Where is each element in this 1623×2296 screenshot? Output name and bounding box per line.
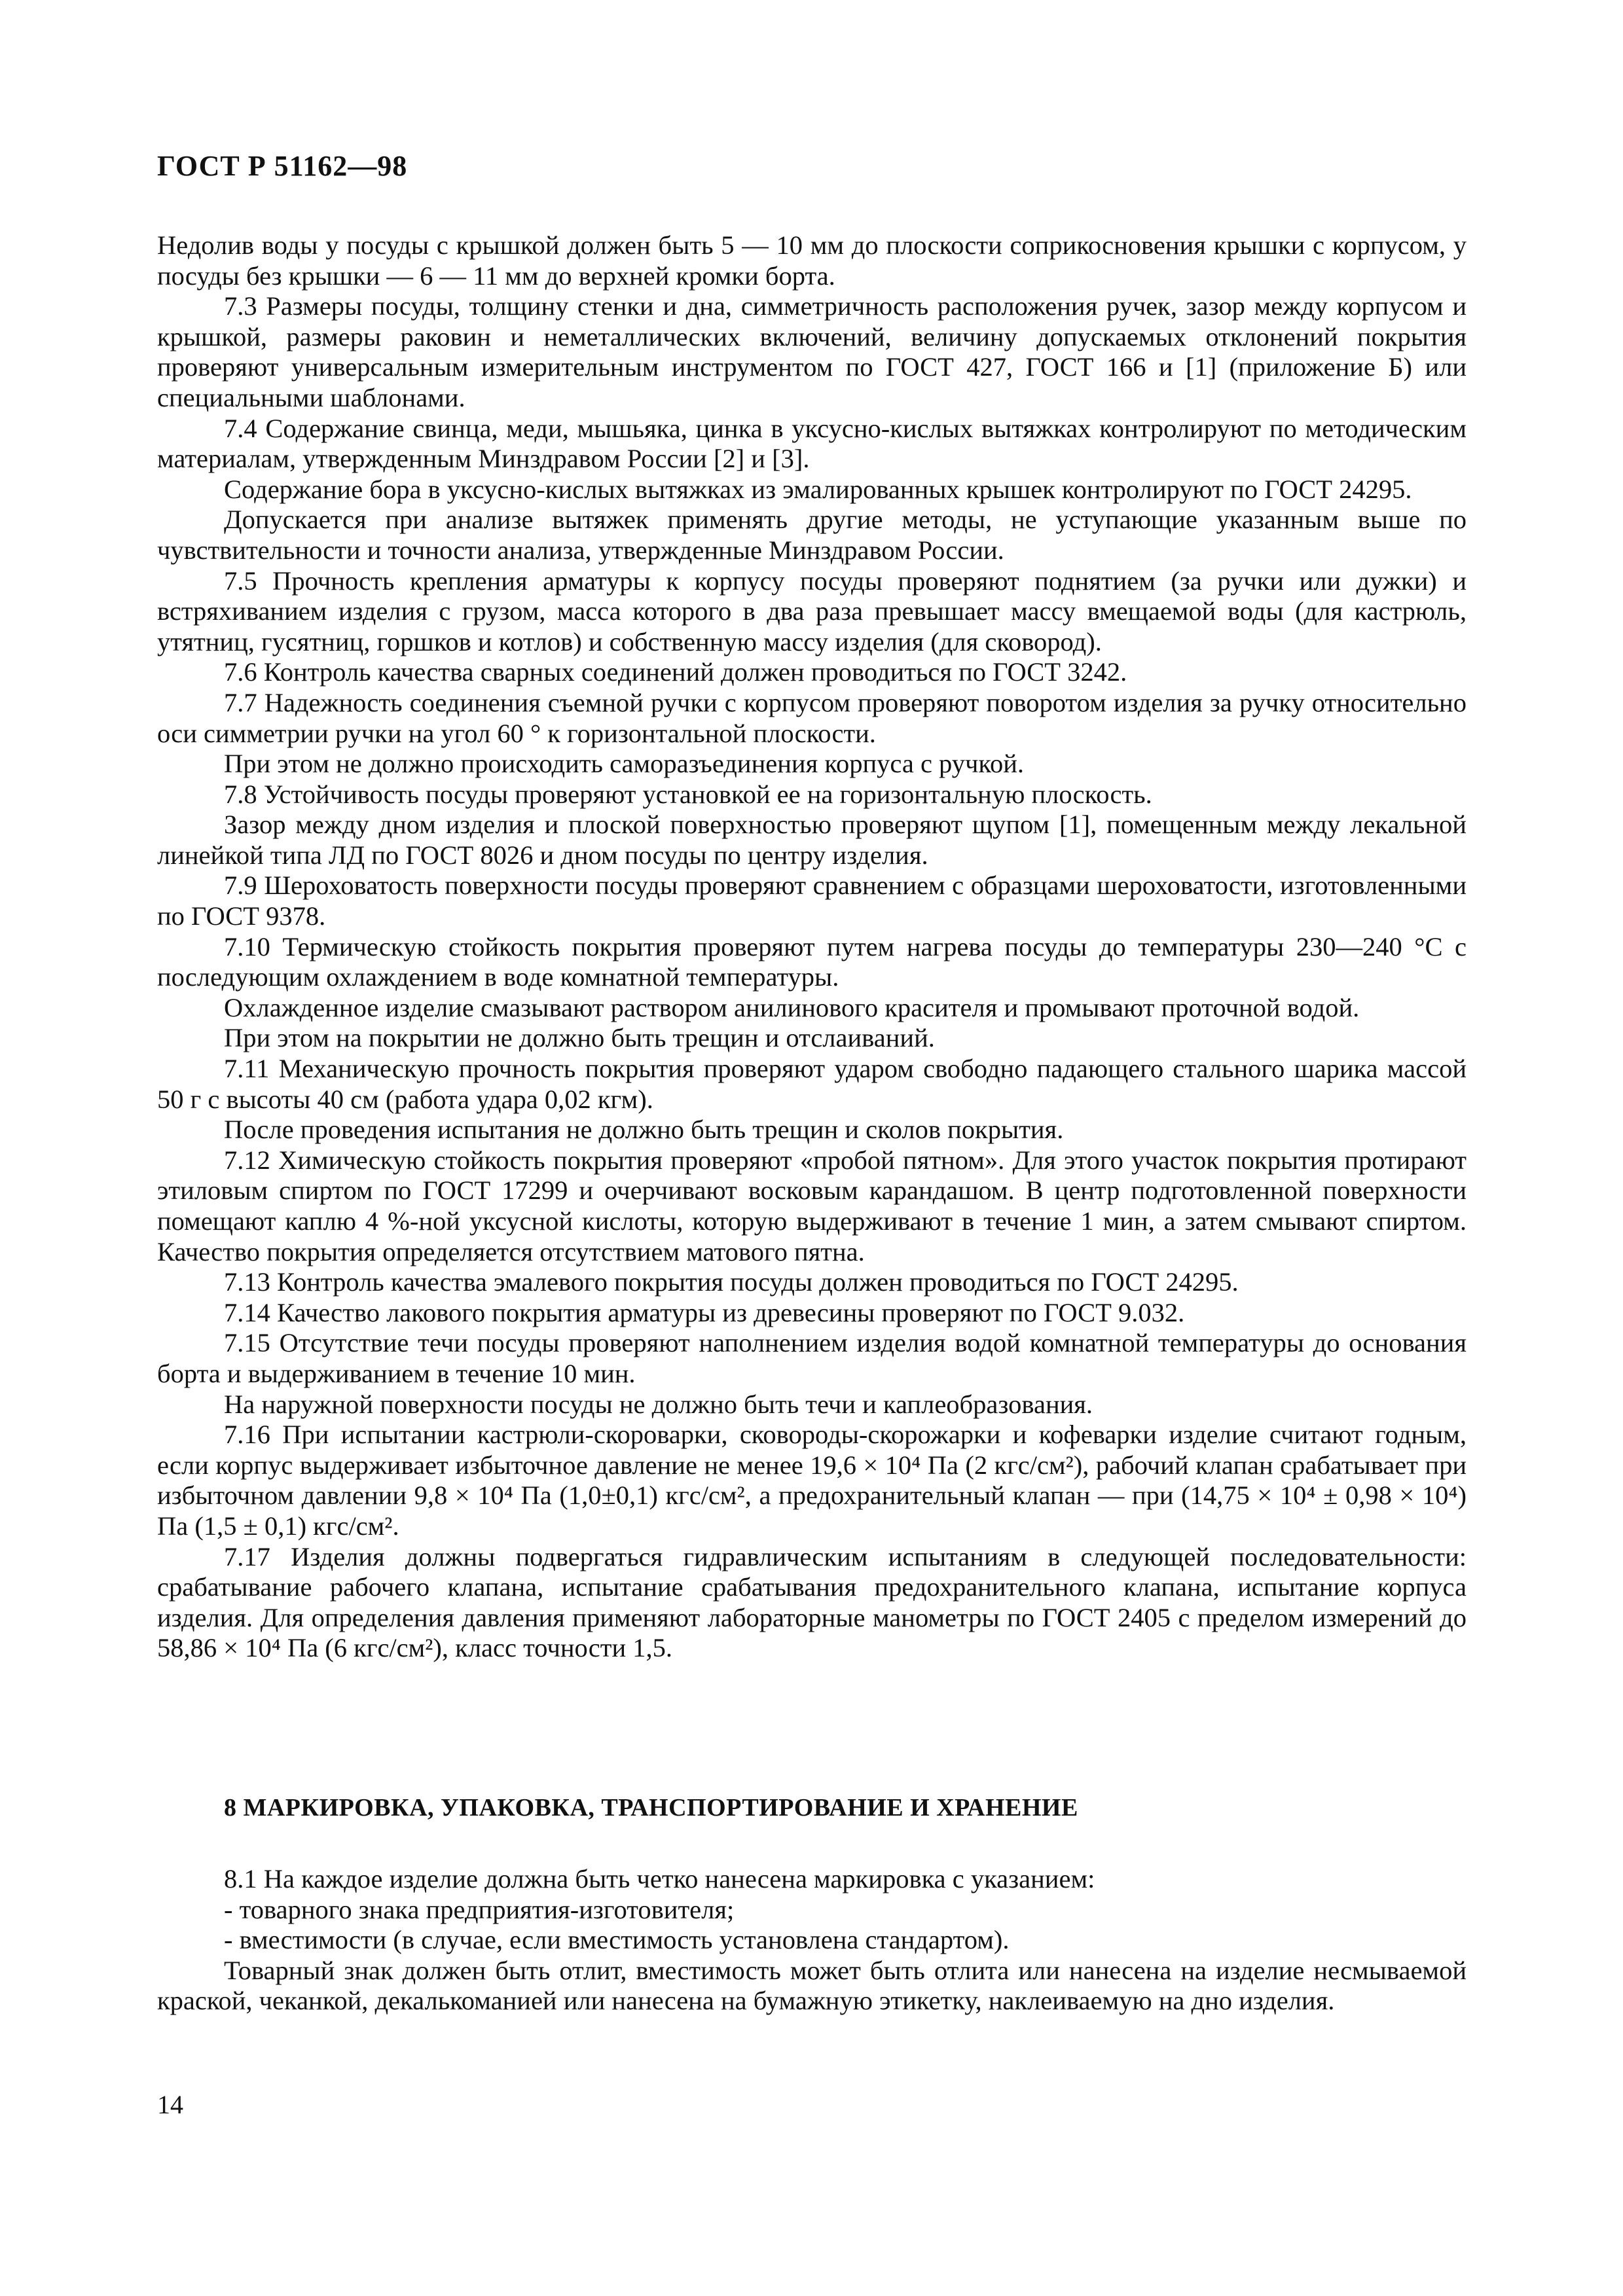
- paragraph-7-11: 7.11 Механическую прочность покрытия проверяют ударом свободно падающего стального шарика массой 50 г с высоты 40 см (работа удара 0,02 кгм).: [157, 1054, 1467, 1114]
- paragraph-gap-check: Зазор между дном изделия и плоской поверхностью проверяют щупом [1], помещенным между лекальной линейкой типа ЛД по ГОСТ 8026 и дном посуды по центру изделия.: [157, 810, 1467, 870]
- section-heading: 8 МАРКИРОВКА, УПАКОВКА, ТРАНСПОРТИРОВАНИЕ И ХРАНЕНИЕ: [224, 1794, 1078, 1821]
- paragraph-7-10: 7.10 Термическую стойкость покрытия проверяют путем нагрева посуды до температуры 230—240 °С с последующим охлаждением в воде комнатной температуры.: [157, 931, 1467, 992]
- paragraph-7-13: 7.13 Контроль качества эмалевого покрытия посуды должен проводиться по ГОСТ 24295.: [224, 1267, 1239, 1297]
- paragraph-7-14: 7.14 Качество лакового покрытия арматуры из древесины проверяют по ГОСТ 9.032.: [224, 1297, 1185, 1327]
- paragraph-7-17: 7.17 Изделия должны подвергаться гидравлическим испытаниям в следующей последовательности: срабатывание рабочего клапана, испытание срабатывания предохранительного клапана, испытание корпуса изделия. Для определения давления применяют лабораторные манометры по ГОСТ 2405 с пределом измерений до 58,86 × 10⁴ Па (6 кгс/см²), класс точности 1,5.: [157, 1541, 1467, 1663]
- paragraph-7-15: 7.15 Отсутствие течи посуды проверяют наполнением изделия водой комнатной температуры до основания борта и выдерживанием в течение 10 мин.: [157, 1328, 1467, 1388]
- paragraph-7-7: 7.7 Надежность соединения съемной ручки с корпусом проверяют поворотом изделия за ручку относительно оси симметрии ручки на угол 60 ° к горизонтальной плоскости.: [157, 687, 1467, 748]
- paragraph-7-4: 7.4 Содержание свинца, меди, мышьяка, цинка в уксусно-кислых вытяжках контролируют по методическим материалам, утвержденным Минздравом России [2] и [3].: [157, 413, 1467, 474]
- paragraph-7-8: 7.8 Устойчивость посуды проверяют установкой ее на горизонтальную плоскость.: [224, 779, 1152, 809]
- paragraph-dye-wash: Охлажденное изделие смазывают раствором анилинового красителя и промывают проточной водой.: [224, 992, 1360, 1022]
- paragraph-no-cracks: При этом на покрытии не должно быть трещин и отслаиваний.: [224, 1023, 935, 1053]
- paragraph-after-test: После проведения испытания не должно быть трещин и сколов покрытия.: [224, 1115, 1064, 1145]
- paragraph-7-12: 7.12 Химическую стойкость покрытия проверяют «пробой пятном». Для этого участок покрытия протирают этиловым спиртом по ГОСТ 17299 и очерчивают восковым карандашом. В центр подготовленной поверхности помещают каплю 4 %-ной уксусной кислоты, которую выдерживают в течение 1 мин, а затем смывают спиртом. Качество покрытия определяется отсутствием матового пятна.: [157, 1145, 1467, 1266]
- paragraph-7-3: 7.3 Размеры посуды, толщину стенки и дна, симметричность расположения ручек, зазор между корпусом и крышкой, размеры раковин и неметаллических включений, величину допускаемых отклонений покрытия проверяют универсальным измерительным инструментом по ГОСТ 427, ГОСТ 166 и [1] (приложение Б) или специальными шаблонами.: [157, 291, 1467, 412]
- list-item: - вместимости (в случае, если вместимость установлена стандартом).: [224, 1925, 1010, 1955]
- page-number: 14: [157, 2090, 183, 2119]
- section-8-body: [157, 1864, 1467, 2017]
- paragraph-trademark: Товарный знак должен быть отлит, вместимость может быть отлита или нанесена на изделие несмываемой краской, чеканкой, декалькоманией или нанесена на бумажную этикетку, наклеиваемую на дно изделия.: [157, 1955, 1467, 2016]
- paragraph-other-methods: Допускается при анализе вытяжек применять другие методы, не уступающие указанным выше по чувствительности и точности анализа, утвержденные Минздравом России.: [157, 505, 1467, 565]
- paragraph-water-level: Недолив воды у посуды с крышкой должен быть 5 — 10 мм до плоскости соприкосновения крышки с корпусом, у посуды без крышки — 6 — 11 мм до верхней кромки борта.: [157, 230, 1467, 291]
- list-item: - товарного знака предприятия-изготовителя;: [224, 1894, 735, 1924]
- paragraph-handle-separation: При этом не должно происходить саморазъединения корпуса с ручкой.: [224, 749, 1025, 779]
- paragraph-7-5: 7.5 Прочность крепления арматуры к корпусу посуды проверяют поднятием (за ручки или дужки) и встряхиванием изделия с грузом, масса которого в два раза превышает массу вмещаемой воды (для кастрюль, утятниц, гусятниц, горшков и котлов) и собственную массу изделия (для сковород).: [157, 565, 1467, 656]
- paragraph-7-9: 7.9 Шероховатость поверхности посуды проверяют сравнением с образцами шероховатости, изготовленными по ГОСТ 9378.: [157, 870, 1467, 931]
- paragraph-no-leaks: На наружной поверхности посуды не должно быть течи и каплеобразования.: [224, 1389, 1093, 1419]
- paragraph-8-1: 8.1 На каждое изделие должна быть четко нанесена маркировка с указанием:: [224, 1864, 1095, 1893]
- document-header: ГОСТ Р 51162—98: [157, 150, 408, 182]
- paragraph-7-16: 7.16 При испытании кастрюли-скороварки, сковороды-скорожарки и кофеварки изделие считают годным, если корпус выдерживает избыточное давление не менее 19,6 × 10⁴ Па (2 кгс/см²), рабочий клапан срабатывает при избыточном давлении 9,8 × 10⁴ Па (1,0±0,1) кгс/см², а предохранительный клапан — при (14,75 × 10⁴ ± 0,98 × 10⁴) Па (1,5 ± 0,1) кгс/см².: [157, 1420, 1467, 1541]
- paragraph-7-6: 7.6 Контроль качества сварных соединений должен проводиться по ГОСТ 3242.: [224, 657, 1127, 687]
- document-body: [157, 230, 1467, 1664]
- paragraph-boron: Содержание бора в уксусно-кислых вытяжках из эмалированных крышек контролируют по ГОСТ 24295.: [224, 474, 1412, 504]
